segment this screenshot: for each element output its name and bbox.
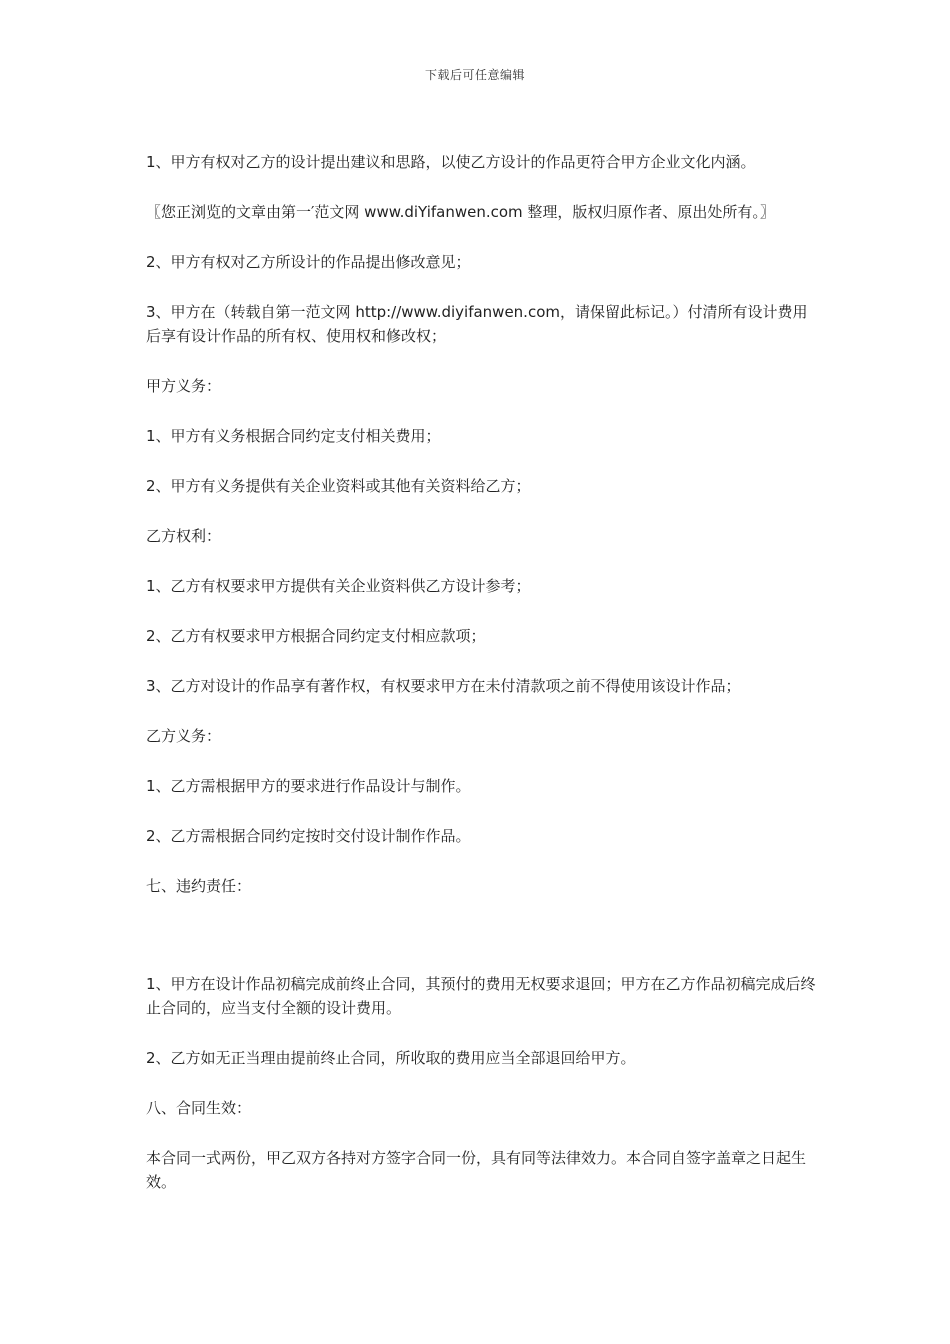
paragraph-party-a-right-1: 1、甲方有权对乙方的设计提出建议和思路，以使乙方设计的作品更符合甲方企业文化内涵。 — [146, 153, 756, 171]
paragraph-party-a-obligation-2: 2、甲方有义务提供有关企业资料或其他有关资料给乙方； — [146, 477, 531, 495]
header-note: 下载后可任意编辑 — [424, 68, 525, 82]
heading-party-a-obligations: 甲方义务： — [146, 377, 222, 395]
paragraph-party-a-right-3: 3、甲方在（转载自第一范文网 http://www.diyifanwen.com，请保留此标记。）付清所有设计费用后享有设计作品的所有权、使用权和修改权； — [146, 303, 808, 345]
paragraph-breach-1: 1、甲方在设计作品初稿完成前终止合同，其预付的费用无权要求退回；甲方在乙方作品初稿完成后终止合同的，应当支付全额的设计费用。 — [146, 975, 816, 1017]
paragraph-party-b-right-1: 1、乙方有权要求甲方提供有关企业资料供乙方设计参考； — [146, 577, 531, 595]
paragraph-contract-effect: 本合同一式两份，甲乙双方各持对方签字合同一份，具有同等法律效力。本合同自签字盖章之日起生效。 — [146, 1149, 807, 1191]
paragraph-breach-2: 2、乙方如无正当理由提前终止合同，所收取的费用应当全部退回给甲方。 — [146, 1049, 636, 1067]
paragraph-party-a-right-2: 2、甲方有权对乙方所设计的作品提出修改意见； — [146, 253, 471, 271]
heading-breach-liability: 七、违约责任： — [146, 877, 252, 895]
paragraph-party-b-right-3: 3、乙方对设计的作品享有著作权，有权要求甲方在未付清款项之前不得使用该设计作品； — [146, 677, 741, 695]
heading-contract-effect: 八、合同生效： — [146, 1099, 252, 1117]
heading-party-b-rights: 乙方权利： — [146, 527, 222, 545]
paragraph-party-b-obligation-1: 1、乙方需根据甲方的要求进行作品设计与制作。 — [146, 777, 471, 795]
paragraph-party-b-obligation-2: 2、乙方需根据合同约定按时交付设计制作作品。 — [146, 827, 471, 845]
paragraph-party-b-right-2: 2、乙方有权要求甲方根据合同约定支付相应款项； — [146, 627, 486, 645]
paragraph-party-a-obligation-1: 1、甲方有义务根据合同约定支付相关费用； — [146, 427, 441, 445]
heading-party-b-obligations: 乙方义务： — [146, 727, 222, 745]
document-body — [146, 150, 818, 1220]
paragraph-source-notice: 〖您正浏览的文章由第一′范文网 www.diYifanwen.com 整理，版权归原作者、原出处所有。〗 — [146, 203, 775, 221]
